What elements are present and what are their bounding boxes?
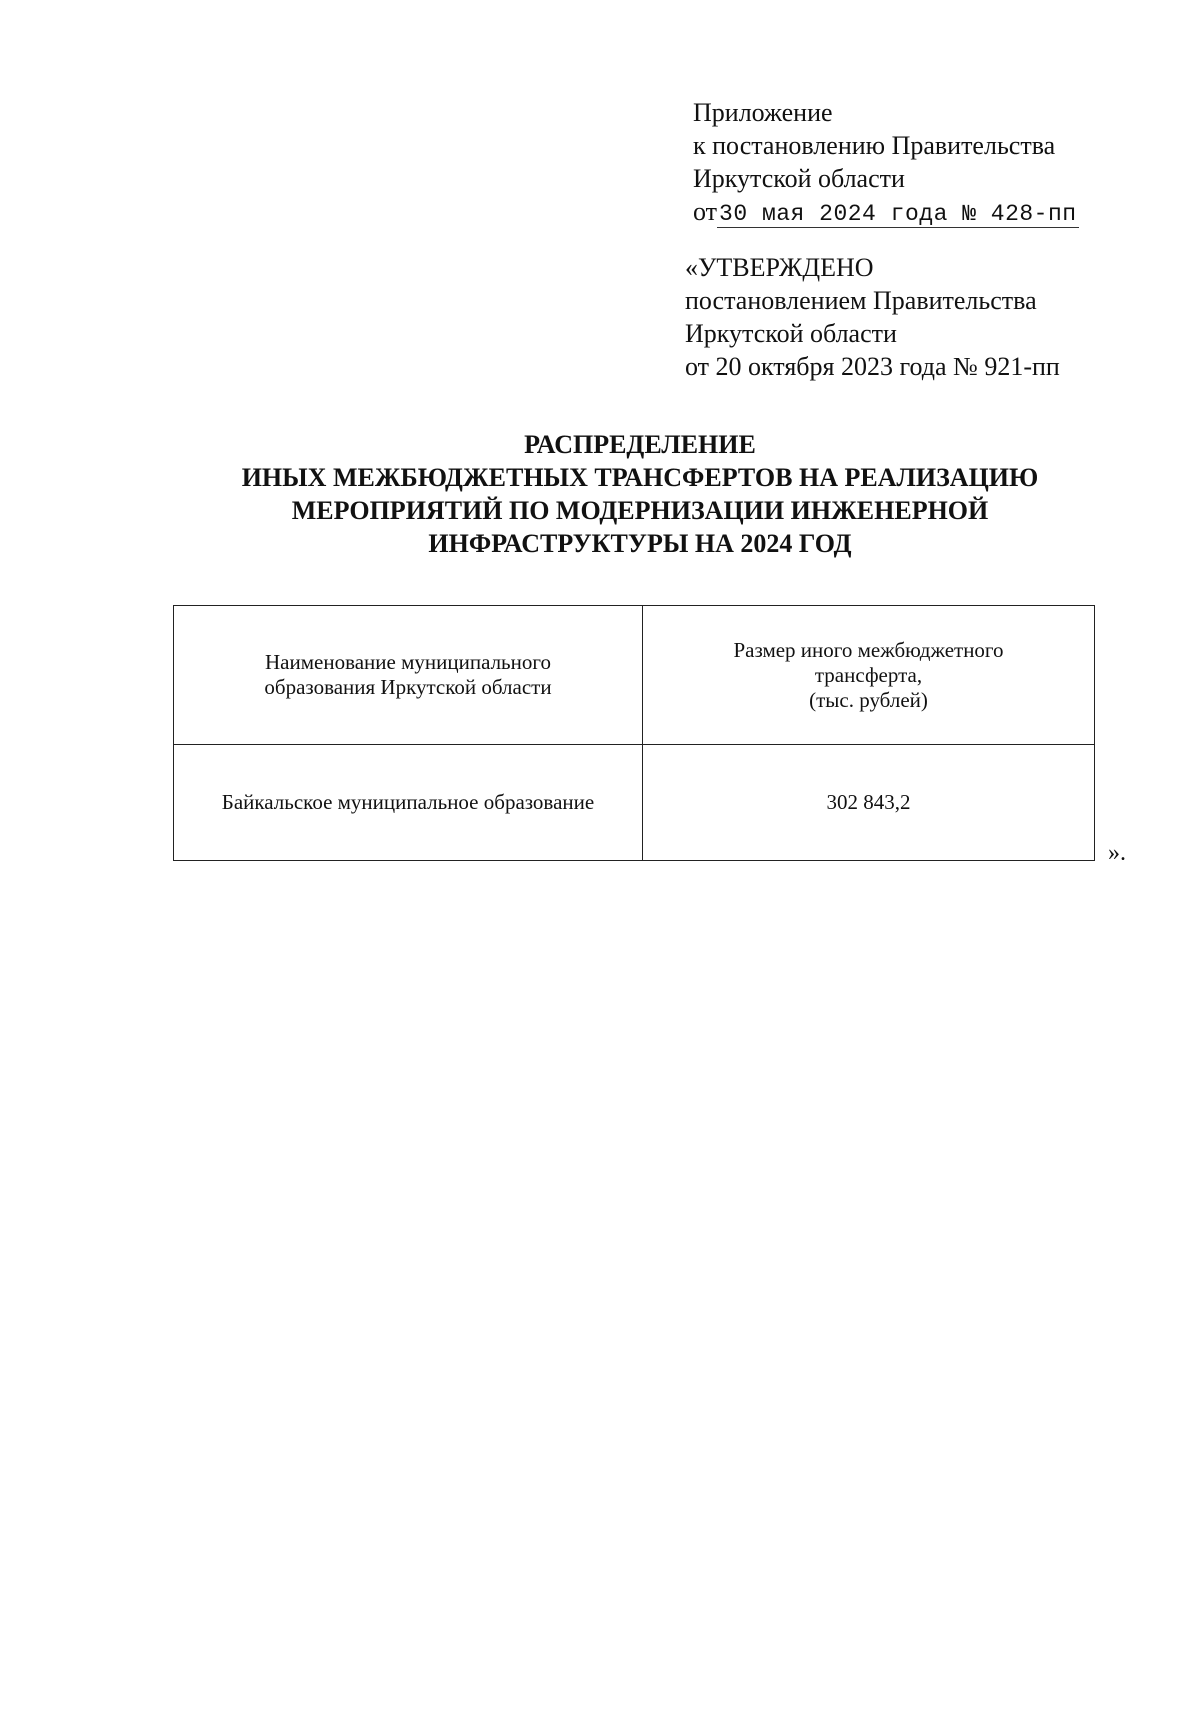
header-text: трансферта, <box>814 662 923 687</box>
document-title <box>150 428 1130 560</box>
cell-municipality-name: Байкальское муниципальное образование <box>174 745 643 861</box>
cell-transfer-amount: 302 843,2 <box>643 745 1095 861</box>
approval-line-3: Иркутской области <box>685 319 897 348</box>
header-cell-municipality <box>174 606 643 745</box>
title-line-2: ИНЫХ МЕЖБЮДЖЕТНЫХ ТРАНСФЕРТОВ НА РЕАЛИЗАЦИЮ <box>241 463 1039 492</box>
table-row <box>174 745 1095 861</box>
title-line-4: ИНФРАСТРУКТУРЫ НА 2024 ГОД <box>428 529 852 558</box>
approval-block <box>685 251 1060 383</box>
header-text: образования Иркутской области <box>264 675 552 699</box>
closing-quote: ». <box>1108 840 1126 866</box>
appendix-date-value: 30 мая 2024 года № 428-пп <box>719 201 1077 227</box>
appendix-line-1: Приложение <box>693 98 833 127</box>
header-cell-amount <box>643 606 1095 745</box>
title-line-3: МЕРОПРИЯТИЙ ПО МОДЕРНИЗАЦИИ ИНЖЕНЕРНОЙ <box>291 496 989 525</box>
header-text: Размер иного межбюджетного <box>733 637 1004 662</box>
table-header-row <box>174 606 1095 745</box>
appendix-line-3: Иркутской области <box>693 164 905 193</box>
appendix-date-line <box>693 195 1079 228</box>
title-line-1: РАСПРЕДЕЛЕНИЕ <box>524 430 756 459</box>
allocation-table <box>173 605 1095 861</box>
approval-line-2: постановлением Правительства <box>685 286 1037 315</box>
appendix-block <box>693 96 1079 228</box>
approval-line-1: «УТВЕРЖДЕНО <box>685 253 874 282</box>
header-text: (тыс. рублей) <box>809 687 928 712</box>
approval-line-4: от 20 октября 2023 года № 921-пп <box>685 352 1060 381</box>
header-text: Наименование муниципального <box>265 650 551 674</box>
appendix-line-2: к постановлению Правительства <box>693 131 1056 160</box>
appendix-date-prefix: от <box>693 197 718 226</box>
